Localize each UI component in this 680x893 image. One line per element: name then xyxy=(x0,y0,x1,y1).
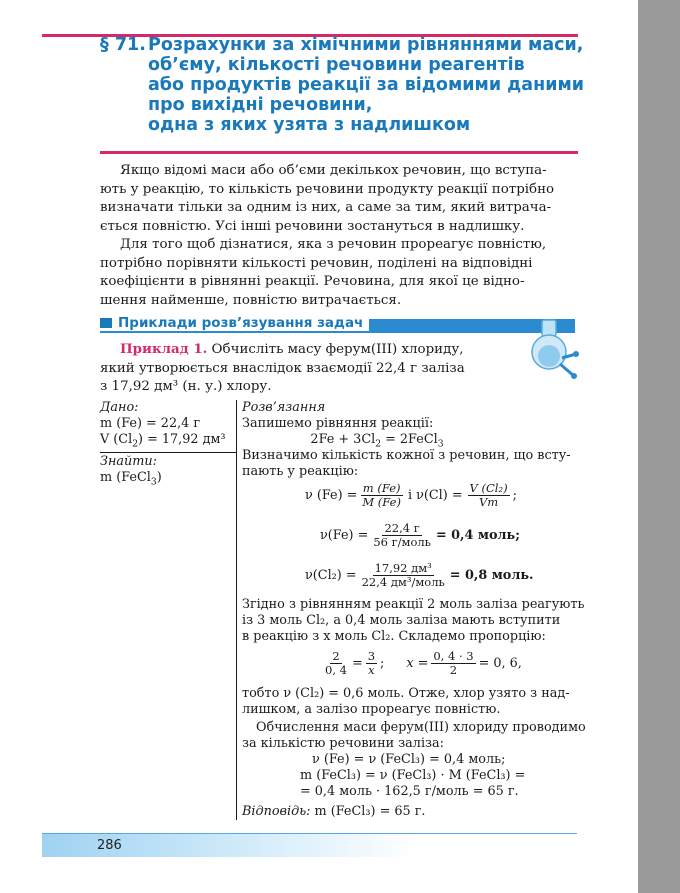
title-line: одна з яких узята з надлишком xyxy=(148,115,471,135)
solution-text-3 xyxy=(242,686,586,820)
given-mass-fe: m (Fe) = 22,4 г xyxy=(100,416,201,431)
section-title xyxy=(100,35,585,135)
section-heading xyxy=(100,315,369,331)
title-bottom-rule xyxy=(100,151,578,154)
solution-line: Запишемо рівняння реакції: xyxy=(242,416,434,431)
paragraph-line: ється повністю. Усі інші речовини зостануться в надлишку. xyxy=(100,218,525,234)
page-margin xyxy=(638,0,680,893)
flask-icon xyxy=(524,318,580,380)
formula-amount-fe: ν(Fe) = $\frac{22,4 г}{\text{56 г/моль}}$ = 0,4 моль; xyxy=(320,521,520,549)
solution-text-2 xyxy=(242,597,585,645)
paragraph-line: потрібно порівняти кількості речовин, поділені на відповідні xyxy=(100,255,533,271)
paragraph-line: визначати тільки за одним із них, а саме за тим, який витрача- xyxy=(100,200,552,216)
solution-line: Визначимо кількість кожної з речовин, що всту- xyxy=(242,448,571,463)
footer-bar xyxy=(42,833,577,857)
solution-line: за кількістю речовини заліза: xyxy=(242,736,444,751)
paragraph-line: Якщо відомі маси або об’єми декількох речовин, що вступа- xyxy=(120,163,547,178)
solution-line: в реакцію з x моль Cl₂. Складемо пропорцію: xyxy=(242,629,546,644)
paragraph-1 xyxy=(100,162,578,236)
solution-line: Обчислення маси ферум(ІІІ) хлориду проводимо xyxy=(256,720,586,735)
bullet-square-icon xyxy=(100,318,112,328)
solution-line: = 0,4 моль · 162,5 г/моль = 65 г. xyxy=(300,784,519,799)
given-volume-cl2: V $(Cl_2) = 17,92$ дм³ xyxy=(100,432,226,450)
footer-rule xyxy=(42,833,577,834)
example-label: Приклад 1. xyxy=(120,341,208,357)
given-block xyxy=(100,400,226,486)
example-line: Обчисліть масу ферум(ІІІ) хлориду, xyxy=(207,342,464,357)
example-line: який утворюється внаслідок взаємодії 22,4 г заліза xyxy=(100,360,465,376)
solution-block xyxy=(242,400,582,480)
section-number: § 71. xyxy=(100,35,146,55)
solution-line: ν (Fe) = ν (FeCl₃) = 0,4 моль; xyxy=(312,752,506,767)
page-number: 286 xyxy=(97,838,122,853)
section-heading-text: Приклади розв’язування задач xyxy=(118,315,364,331)
answer-label: Відповідь: xyxy=(242,804,311,819)
given-divider-vertical xyxy=(236,400,237,820)
reaction-equation: $2Fe + 3Cl_2$ = 2FeCl$_3$ xyxy=(310,432,444,450)
title-line: про вихідні речовини, xyxy=(148,95,373,115)
solution-line: із 3 моль Cl₂, а 0,4 моль заліза мають вступити xyxy=(242,613,561,628)
example-line: з 17,92 дм³ (н. у.) хлору. xyxy=(100,379,272,395)
solution-line: m (FeCl₃) = ν (FeCl₃) · M (FeCl₃) = xyxy=(300,768,526,783)
example-statement xyxy=(100,340,520,397)
solution-heading: Розв’язання xyxy=(242,400,326,415)
solution-line: Згідно з рівнянням реакції 2 моль заліза реагують xyxy=(242,597,585,612)
solution-line: тобто ν (Cl₂) = 0,6 моль. Отже, хлор узято з над- xyxy=(242,686,570,701)
formula-amount-cl2: ν(Cl₂) = $\frac{\text{17,92 дм³}}{\text{22,4 дм³/моль}}$ = 0,8 моль. xyxy=(305,561,534,589)
find-heading: Знайти: xyxy=(100,454,157,469)
formula-amount-definitions: ν (Fe) = $\frac{m (Fe)}{M (Fe)}$ і ν(Cl) = $\frac{\text{V (Cl₂)}}{Vm}$ ; xyxy=(305,481,517,509)
solution-line: пають у реакцію: xyxy=(242,464,359,479)
paragraph-2 xyxy=(100,236,578,310)
find-mass-fecl3: m (FeCl$_3$) xyxy=(100,470,162,488)
title-line: об’єму, кількості речовини реагентів xyxy=(148,55,525,75)
answer-value: m (FeCl₃) = 65 г. xyxy=(310,804,426,819)
proportion: $\frac{2}{0, 4}$ = $\frac{3}{x}$ ; x = $\frac{0, 4 \cdot 3}{2}$ = 0, 6, xyxy=(325,649,522,677)
title-line: Розрахунки за хімічними рівняннями маси, xyxy=(148,35,584,55)
solution-line: лишком, а залізо прореагує повністю. xyxy=(242,702,501,717)
paragraph-line: ють у реакцію, то кількість речовини продукту реакції потрібно xyxy=(100,181,555,197)
paragraph-line: шення найменше, повністю витрачається. xyxy=(100,292,402,308)
given-heading: Дано: xyxy=(100,400,139,415)
paragraph-line: коефіцієнти в рівнянні реакції. Речовина, для якої це відно- xyxy=(100,274,525,290)
answer xyxy=(242,804,582,820)
title-line: або продуктів реакції за відомими даними xyxy=(148,75,585,95)
paragraph-line: Для того щоб дізнатися, яка з речовин прореагує повністю, xyxy=(120,237,547,252)
